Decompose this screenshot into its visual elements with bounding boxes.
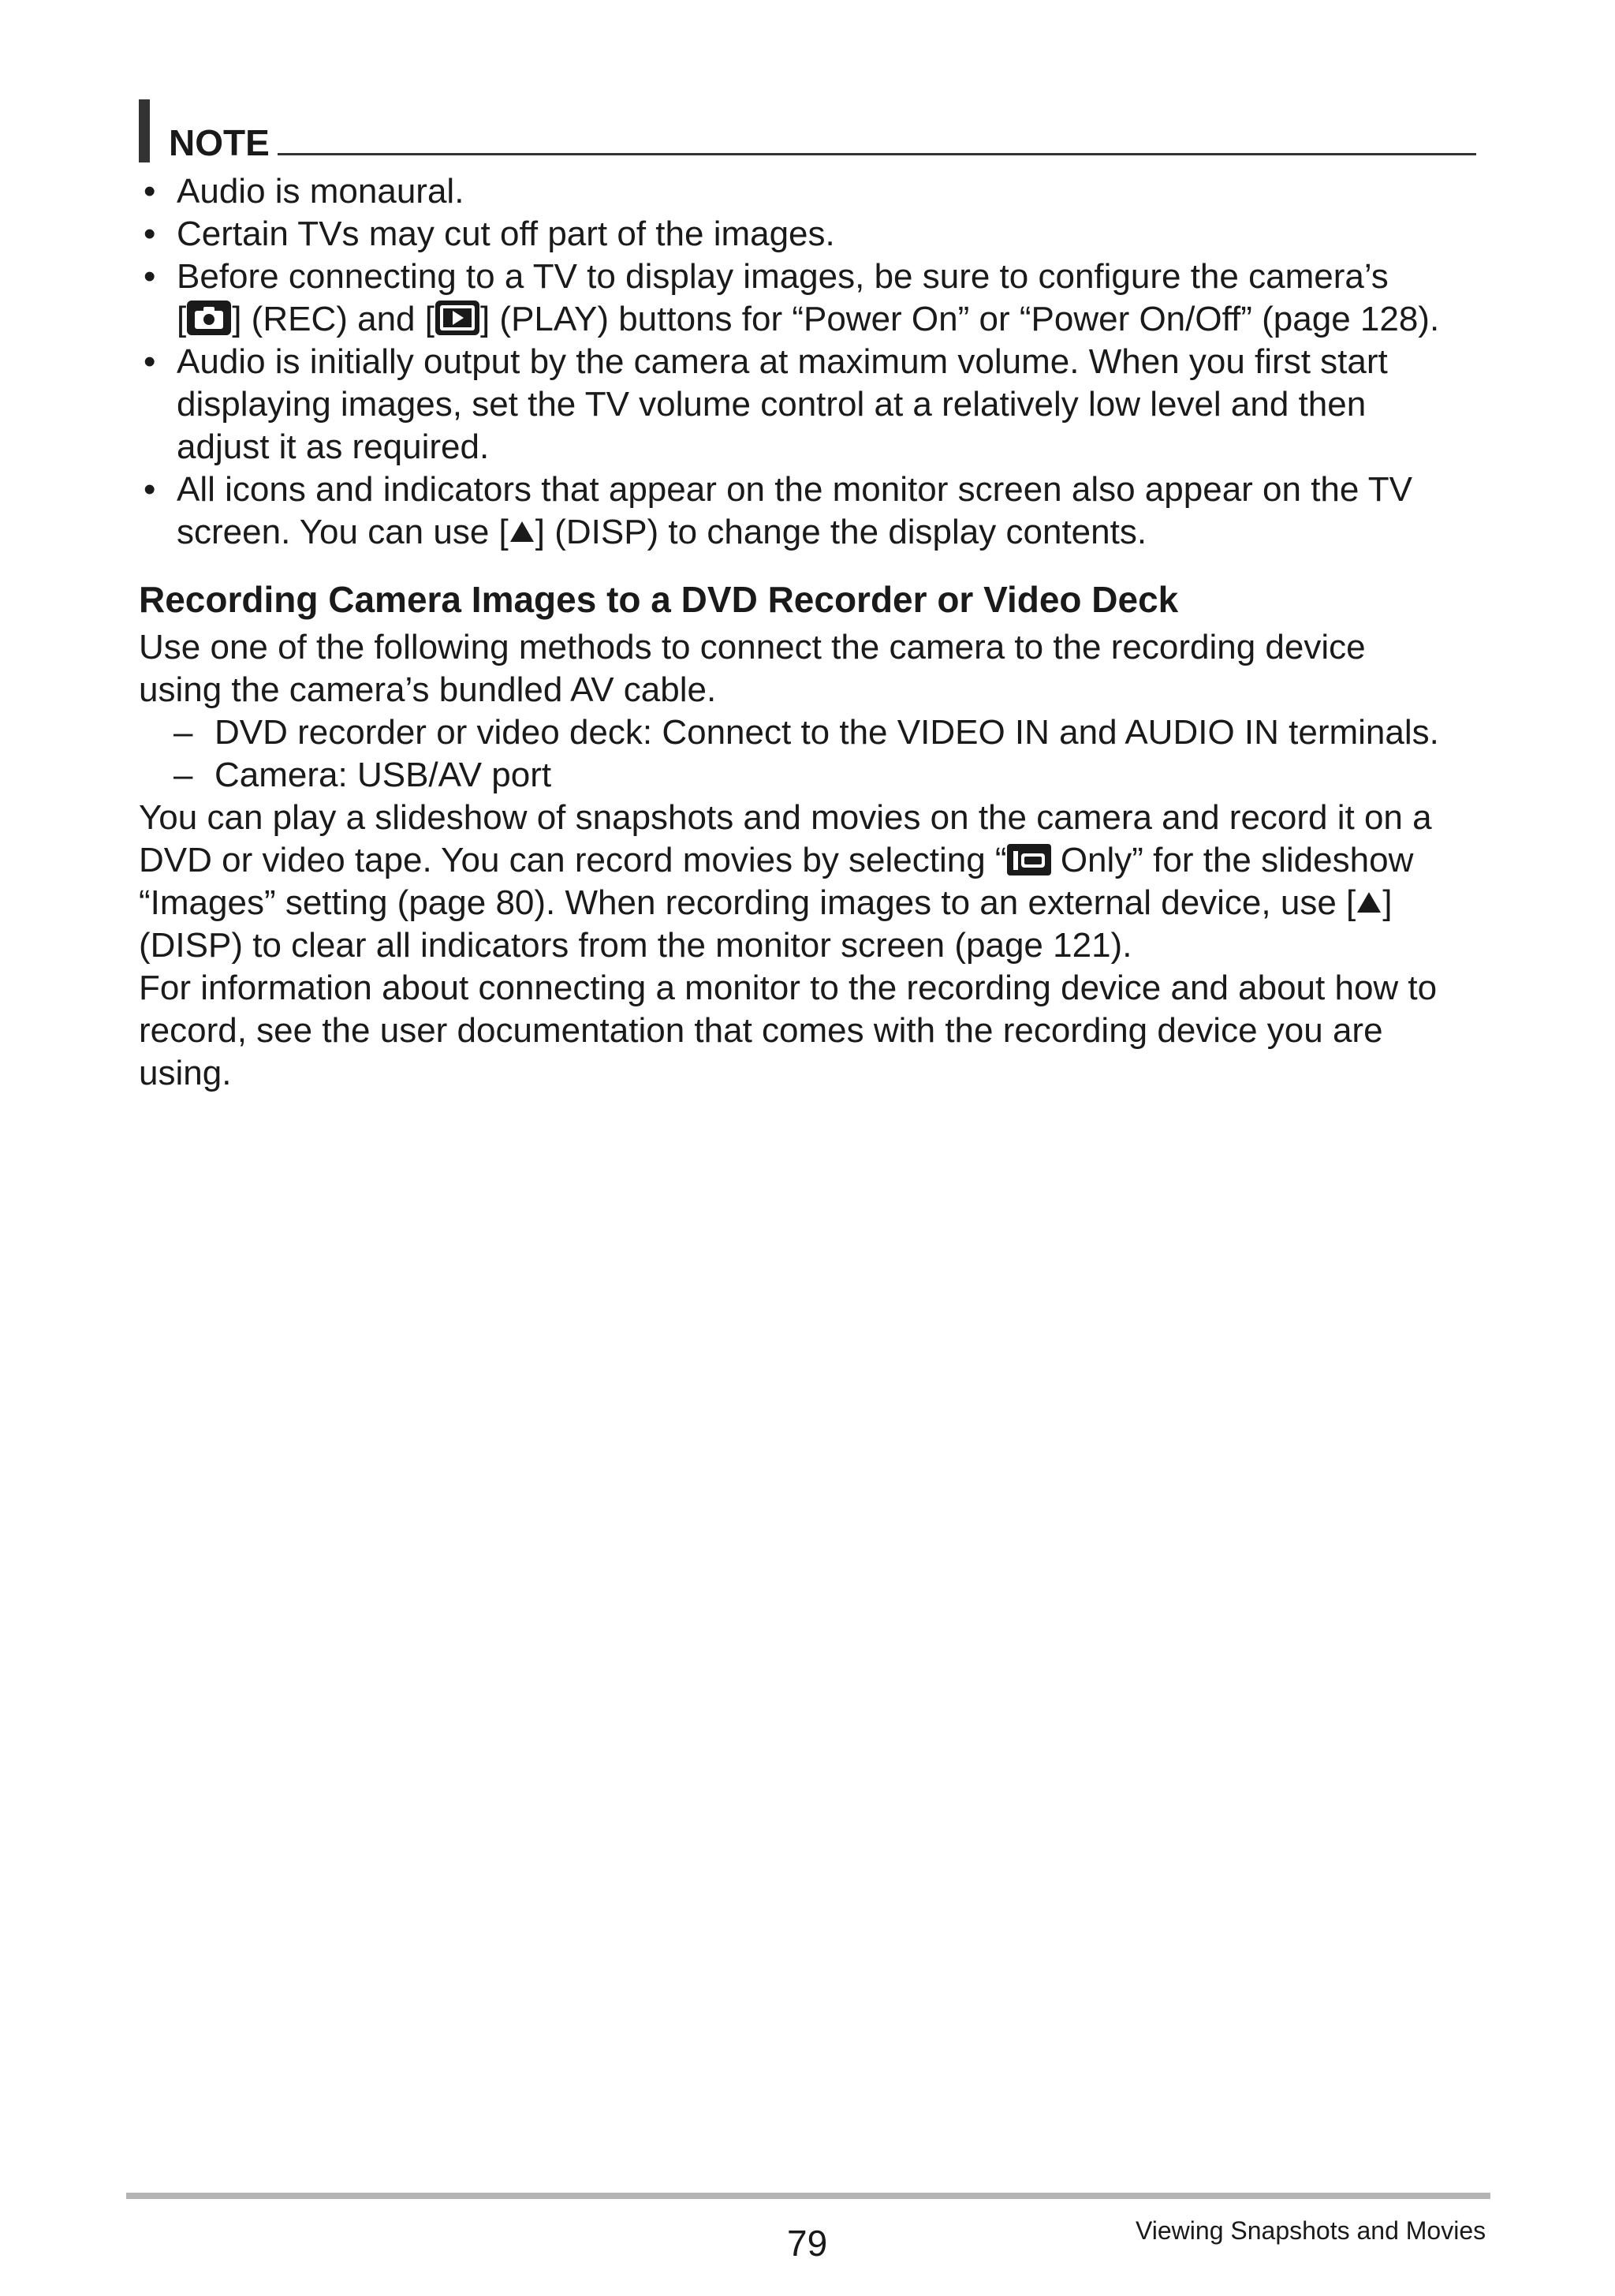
text-fragment: DVD or video tape. You can record movies by selecting “ — [139, 841, 1007, 879]
note-item-4-line-2: displaying images, set the TV volume control at a relatively low level and then — [177, 385, 1367, 424]
note-item-5-line-2 — [177, 511, 1147, 554]
text-fragment: “Images” setting (page 80). When recording images to an external device, use [ — [139, 883, 1356, 922]
play-icon — [435, 301, 479, 335]
dash-marker: – — [173, 756, 193, 794]
text-fragment: Only” for the slideshow — [1050, 841, 1414, 879]
intro-line-2: using the camera’s bundled AV cable. — [139, 670, 717, 709]
note-item-1: Audio is monaural. — [177, 172, 464, 211]
camera-rec-icon — [187, 301, 231, 335]
text-fragment: ] (REC) and [ — [232, 300, 435, 338]
text-fragment: ] — [1382, 883, 1393, 922]
section-heading: Recording Camera Images to a DVD Recorder or Video Deck — [139, 579, 1179, 620]
bullet-marker: • — [144, 172, 156, 211]
note-item-2: Certain TVs may cut off part of the images. — [177, 215, 835, 253]
note-item-4-line-3: adjust it as required. — [177, 427, 490, 466]
paragraph-1-line-2 — [139, 839, 1413, 882]
text-fragment: ] (DISP) to change the display contents. — [535, 513, 1147, 551]
movie-slideshow-icon — [1007, 844, 1051, 875]
footer-rule — [126, 2193, 1490, 2199]
paragraph-1-line-4: (DISP) to clear all indicators from the monitor screen (page 121). — [139, 926, 1132, 965]
page-number: 79 — [787, 2223, 828, 2264]
note-marker-bar — [139, 99, 150, 162]
note-item-3-line-1: Before connecting to a TV to display images, be sure to configure the camera’s — [177, 257, 1389, 296]
up-triangle-icon — [509, 520, 535, 543]
paragraph-2-line-1: For information about connecting a monitor to the recording device and about how to — [139, 969, 1438, 1007]
text-fragment: [ — [177, 300, 187, 338]
dash-marker: – — [173, 713, 193, 752]
dash-item-1: DVD recorder or video deck: Connect to the VIDEO IN and AUDIO IN terminals. — [214, 713, 1439, 752]
intro-line-1: Use one of the following methods to connect the camera to the recording device — [139, 628, 1366, 666]
note-header — [139, 99, 1476, 162]
bullet-marker: • — [144, 342, 156, 381]
up-triangle-icon — [1356, 890, 1382, 914]
paragraph-1-line-1: You can play a slideshow of snapshots and movies on the camera and record it on a — [139, 798, 1432, 837]
text-fragment: ] (PLAY) buttons for “Power On” or “Power On/Off” (page 128). — [479, 300, 1440, 338]
paragraph-2-line-3: using. — [139, 1054, 232, 1092]
paragraph-2-line-2: record, see the user documentation that comes with the recording device you are — [139, 1011, 1383, 1050]
note-item-3-line-2 — [177, 298, 1439, 341]
paragraph-1-line-3 — [139, 882, 1392, 924]
bullet-marker: • — [144, 257, 156, 296]
note-title: NOTE — [169, 122, 270, 163]
text-fragment: screen. You can use [ — [177, 513, 509, 551]
note-item-4-line-1: Audio is initially output by the camera at maximum volume. When you first start — [177, 342, 1388, 381]
bullet-marker: • — [144, 215, 156, 253]
bullet-marker: • — [144, 470, 156, 509]
note-item-5-line-1: All icons and indicators that appear on the monitor screen also appear on the TV — [177, 470, 1413, 509]
dash-item-2: Camera: USB/AV port — [214, 756, 552, 794]
note-rule — [278, 153, 1476, 155]
footer-section-name: Viewing Snapshots and Movies — [1136, 2216, 1486, 2245]
